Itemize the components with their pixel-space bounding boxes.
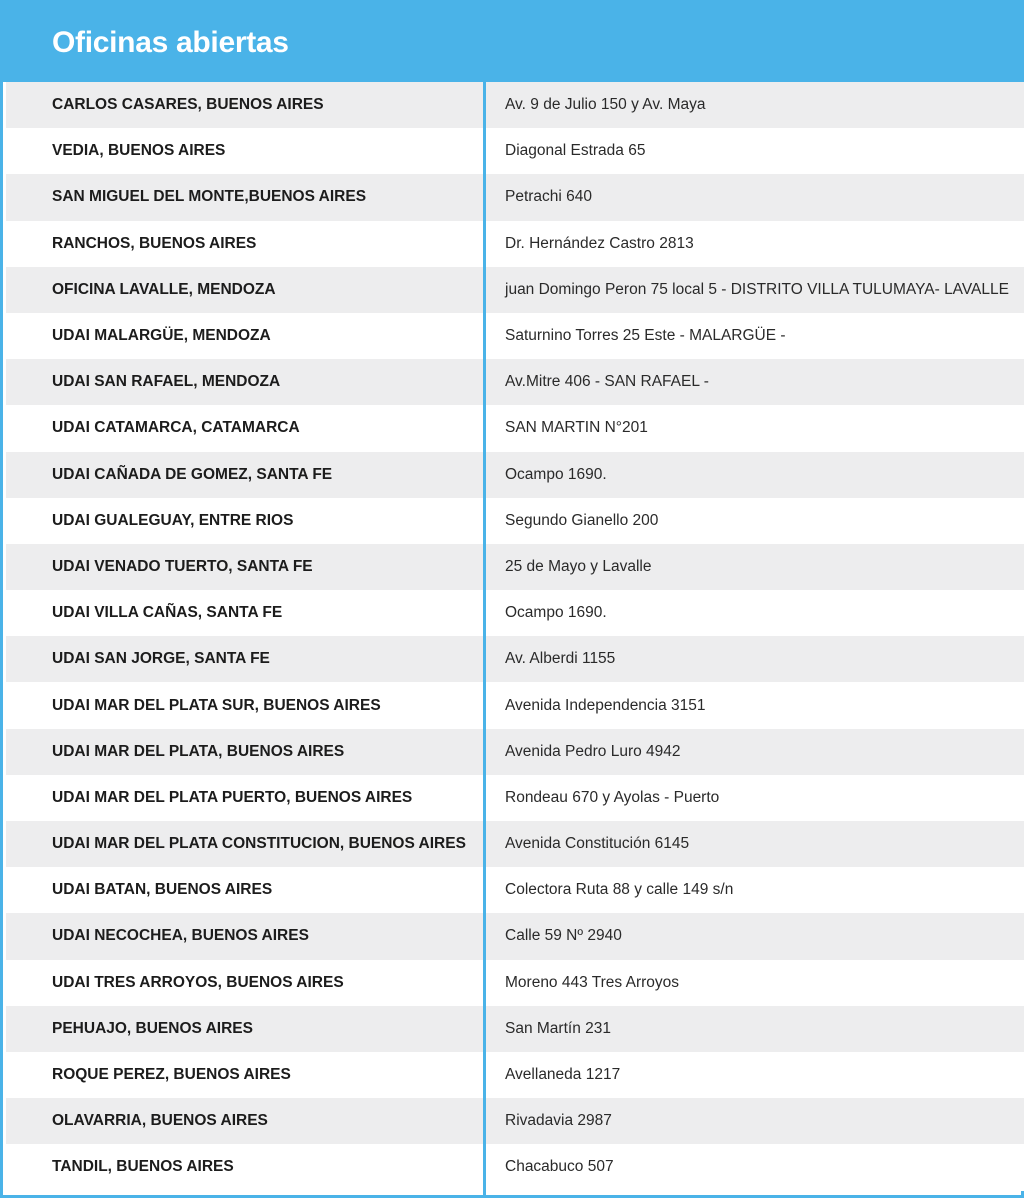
table-row xyxy=(6,1052,1024,1098)
office-address: Ocampo 1690. xyxy=(505,604,607,622)
office-address: Rivadavia 2987 xyxy=(505,1112,612,1130)
office-name: UDAI VILLA CAÑAS, SANTA FE xyxy=(52,604,283,622)
office-name: OLAVARRIA, BUENOS AIRES xyxy=(52,1112,268,1130)
office-name: UDAI GUALEGUAY, ENTRE RIOS xyxy=(52,511,294,529)
panel-header xyxy=(3,0,1024,82)
office-name: TANDIL, BUENOS AIRES xyxy=(52,1158,234,1176)
office-address: Avenida Independencia 3151 xyxy=(505,696,706,714)
table-row xyxy=(6,128,1024,174)
page-title: Oficinas abiertas xyxy=(52,26,289,59)
office-address: Chacabuco 507 xyxy=(505,1158,614,1176)
office-address: Avellaneda 1217 xyxy=(505,1066,621,1084)
office-address: Diagonal Estrada 65 xyxy=(505,142,646,160)
office-name: RANCHOS, BUENOS AIRES xyxy=(52,234,257,252)
office-name: UDAI CATAMARCA, CATAMARCA xyxy=(52,419,300,437)
table-row xyxy=(6,1144,1024,1190)
office-name: UDAI MALARGÜE, MENDOZA xyxy=(52,327,271,345)
table-row xyxy=(6,405,1024,451)
office-address: Rondeau 670 y Ayolas - Puerto xyxy=(505,788,720,806)
table-row xyxy=(6,590,1024,636)
office-address: Avenida Constitución 6145 xyxy=(505,835,690,853)
table-row xyxy=(6,82,1024,128)
office-address: Colectora Ruta 88 y calle 149 s/n xyxy=(505,881,734,899)
office-address: SAN MARTIN N°201 xyxy=(505,419,648,437)
office-name: UDAI NECOCHEA, BUENOS AIRES xyxy=(52,927,309,945)
table-row xyxy=(6,636,1024,682)
office-address: Ocampo 1690. xyxy=(505,465,607,483)
table-row xyxy=(6,313,1024,359)
table-row xyxy=(6,174,1024,220)
office-name: CARLOS CASARES, BUENOS AIRES xyxy=(52,96,324,114)
office-address: San Martín 231 xyxy=(505,1019,611,1037)
office-address: Av.Mitre 406 - SAN RAFAEL - xyxy=(505,373,709,391)
office-name: UDAI BATAN, BUENOS AIRES xyxy=(52,881,273,899)
office-address: Moreno 443 Tres Arroyos xyxy=(505,973,680,991)
office-address: Av. Alberdi 1155 xyxy=(505,650,616,668)
office-address: Dr. Hernández Castro 2813 xyxy=(505,234,694,252)
office-address: Avenida Pedro Luro 4942 xyxy=(505,742,681,760)
office-address: juan Domingo Peron 75 local 5 - DISTRITO VILLA TULUMAYA- LAVALLE xyxy=(505,280,1009,298)
office-address: Segundo Gianello 200 xyxy=(505,511,659,529)
table-row xyxy=(6,775,1024,821)
table-row xyxy=(6,1098,1024,1144)
office-name: PEHUAJO, BUENOS AIRES xyxy=(52,1019,253,1037)
table-row xyxy=(6,267,1024,313)
table-row xyxy=(6,498,1024,544)
office-name: UDAI VENADO TUERTO, SANTA FE xyxy=(52,557,313,575)
office-name: VEDIA, BUENOS AIRES xyxy=(52,142,226,160)
table-row xyxy=(6,359,1024,405)
table-row xyxy=(6,221,1024,267)
table-row xyxy=(6,821,1024,867)
office-name: UDAI TRES ARROYOS, BUENOS AIRES xyxy=(52,973,344,991)
office-name: UDAI MAR DEL PLATA SUR, BUENOS AIRES xyxy=(52,696,381,714)
office-address: Saturnino Torres 25 Este - MALARGÜE - xyxy=(505,327,786,345)
table-row xyxy=(6,867,1024,913)
office-name: UDAI MAR DEL PLATA PUERTO, BUENOS AIRES xyxy=(52,788,413,806)
office-address: Av. 9 de Julio 150 y Av. Maya xyxy=(505,96,706,114)
table-row xyxy=(6,1006,1024,1052)
table-row xyxy=(6,544,1024,590)
office-name: SAN MIGUEL DEL MONTE,BUENOS AIRES xyxy=(52,188,367,206)
office-name: UDAI SAN RAFAEL, MENDOZA xyxy=(52,373,281,391)
office-address: Petrachi 640 xyxy=(505,188,593,206)
offices-table xyxy=(6,82,1024,1191)
office-name: ROQUE PEREZ, BUENOS AIRES xyxy=(52,1066,291,1084)
table-row xyxy=(6,913,1024,959)
office-address: Calle 59 Nº 2940 xyxy=(505,927,622,945)
office-address: 25 de Mayo y Lavalle xyxy=(505,557,652,575)
table-row xyxy=(6,729,1024,775)
office-name: UDAI SAN JORGE, SANTA FE xyxy=(52,650,270,668)
office-name: UDAI MAR DEL PLATA, BUENOS AIRES xyxy=(52,742,345,760)
table-row xyxy=(6,452,1024,498)
office-name: UDAI CAÑADA DE GOMEZ, SANTA FE xyxy=(52,465,333,483)
office-name: UDAI MAR DEL PLATA CONSTITUCION, BUENOS AIRES xyxy=(52,835,466,853)
office-name: OFICINA LAVALLE, MENDOZA xyxy=(52,280,276,298)
table-row xyxy=(6,682,1024,728)
table-row xyxy=(6,960,1024,1006)
column-divider xyxy=(483,82,486,1195)
